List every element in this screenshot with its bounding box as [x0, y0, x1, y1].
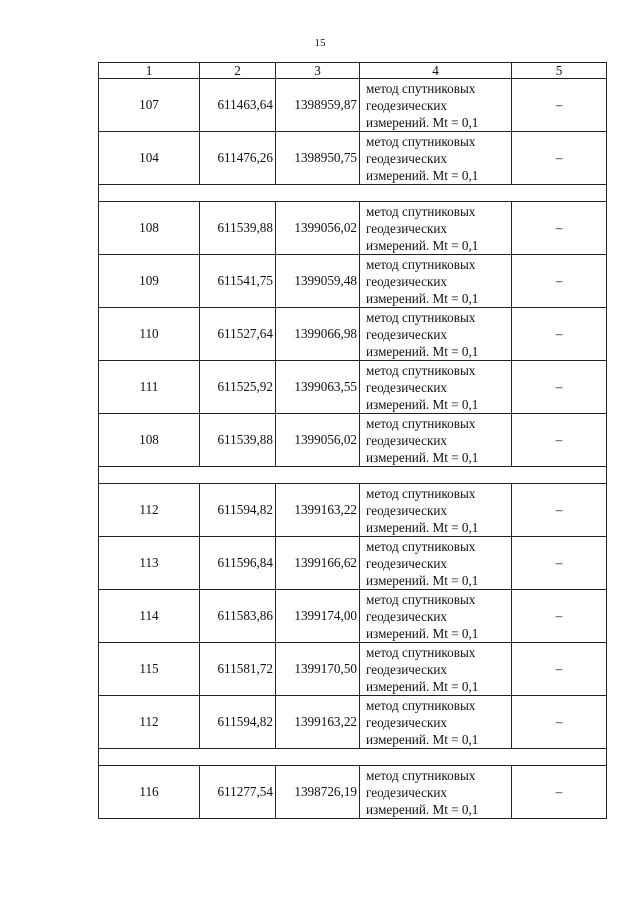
separator-cell	[99, 467, 607, 484]
y-coordinate-cell: 1399063,55	[276, 361, 360, 414]
point-number-cell: 108	[99, 202, 200, 255]
table-row	[99, 590, 607, 643]
group-separator-row	[99, 749, 607, 766]
y-coordinate-cell: 1399166,62	[276, 537, 360, 590]
method-line: геодезических	[366, 326, 448, 342]
method-line: геодезических	[366, 432, 448, 448]
note-cell: –	[512, 766, 607, 819]
header-cell-4: 4	[360, 63, 512, 79]
x-coordinate-cell: 611596,84	[200, 537, 276, 590]
point-number-cell: 111	[99, 361, 200, 414]
x-coordinate-cell: 611525,92	[200, 361, 276, 414]
method-line: геодезических	[366, 97, 448, 113]
y-coordinate-cell: 1398726,19	[276, 766, 360, 819]
method-cell	[360, 590, 512, 643]
method-line: измерений. Mt = 0,1	[366, 343, 479, 359]
table-row	[99, 308, 607, 361]
method-cell	[360, 79, 512, 132]
method-cell	[360, 696, 512, 749]
method-line: метод спутниковых	[366, 591, 476, 607]
method-line: измерений. Mt = 0,1	[366, 449, 479, 465]
separator-cell	[99, 749, 607, 766]
point-number-cell: 113	[99, 537, 200, 590]
point-number-cell: 109	[99, 255, 200, 308]
y-coordinate-cell: 1399066,98	[276, 308, 360, 361]
point-number-cell: 114	[99, 590, 200, 643]
method-line: измерений. Mt = 0,1	[366, 237, 479, 253]
method-line: измерений. Mt = 0,1	[366, 396, 479, 412]
table-row	[99, 537, 607, 590]
x-coordinate-cell: 611539,88	[200, 202, 276, 255]
method-line: измерений. Mt = 0,1	[366, 167, 479, 183]
table-row	[99, 643, 607, 696]
table-row	[99, 361, 607, 414]
x-coordinate-cell: 611594,82	[200, 484, 276, 537]
table-row	[99, 79, 607, 132]
y-coordinate-cell: 1399163,22	[276, 484, 360, 537]
x-coordinate-cell: 611463,64	[200, 79, 276, 132]
note-cell: –	[512, 308, 607, 361]
header-cell-3: 3	[276, 63, 360, 79]
method-line: измерений. Mt = 0,1	[366, 572, 479, 588]
note-cell: –	[512, 590, 607, 643]
table-row	[99, 202, 607, 255]
x-coordinate-cell: 611527,64	[200, 308, 276, 361]
method-line: измерений. Mt = 0,1	[366, 519, 479, 535]
method-line: метод спутниковых	[366, 644, 476, 660]
method-line: геодезических	[366, 502, 448, 518]
note-cell: –	[512, 414, 607, 467]
x-coordinate-cell: 611583,86	[200, 590, 276, 643]
method-line: метод спутниковых	[366, 767, 476, 783]
y-coordinate-cell: 1399056,02	[276, 414, 360, 467]
point-number-cell: 107	[99, 79, 200, 132]
note-cell: –	[512, 537, 607, 590]
header-cell-2: 2	[200, 63, 276, 79]
coordinates-table	[98, 62, 607, 819]
table-row	[99, 696, 607, 749]
table-row	[99, 766, 607, 819]
method-line: геодезических	[366, 220, 448, 236]
x-coordinate-cell: 611277,54	[200, 766, 276, 819]
method-line: измерений. Mt = 0,1	[366, 114, 479, 130]
note-cell: –	[512, 361, 607, 414]
method-cell	[360, 202, 512, 255]
group-separator-row	[99, 185, 607, 202]
note-cell: –	[512, 79, 607, 132]
method-line: измерений. Mt = 0,1	[366, 801, 479, 817]
method-line: метод спутниковых	[366, 697, 476, 713]
method-cell	[360, 537, 512, 590]
separator-cell	[99, 185, 607, 202]
point-number-cell: 116	[99, 766, 200, 819]
method-line: метод спутниковых	[366, 80, 476, 96]
method-line: геодезических	[366, 714, 448, 730]
method-cell	[360, 414, 512, 467]
point-number-cell: 115	[99, 643, 200, 696]
y-coordinate-cell: 1399174,00	[276, 590, 360, 643]
y-coordinate-cell: 1398959,87	[276, 79, 360, 132]
method-cell	[360, 308, 512, 361]
method-line: метод спутниковых	[366, 485, 476, 501]
point-number-cell: 108	[99, 414, 200, 467]
method-line: метод спутниковых	[366, 538, 476, 554]
x-coordinate-cell: 611476,26	[200, 132, 276, 185]
note-cell: –	[512, 696, 607, 749]
y-coordinate-cell: 1399059,48	[276, 255, 360, 308]
method-cell	[360, 766, 512, 819]
y-coordinate-cell: 1399163,22	[276, 696, 360, 749]
note-cell: –	[512, 202, 607, 255]
note-cell: –	[512, 255, 607, 308]
method-line: измерений. Mt = 0,1	[366, 678, 479, 694]
point-number-cell: 110	[99, 308, 200, 361]
x-coordinate-cell: 611594,82	[200, 696, 276, 749]
method-line: метод спутниковых	[366, 415, 476, 431]
x-coordinate-cell: 611581,72	[200, 643, 276, 696]
y-coordinate-cell: 1399170,50	[276, 643, 360, 696]
method-line: измерений. Mt = 0,1	[366, 290, 479, 306]
method-line: геодезических	[366, 273, 448, 289]
table-row	[99, 132, 607, 185]
header-cell-1: 1	[99, 63, 200, 79]
method-cell	[360, 643, 512, 696]
y-coordinate-cell: 1398950,75	[276, 132, 360, 185]
method-line: геодезических	[366, 784, 448, 800]
table-row	[99, 255, 607, 308]
note-cell: –	[512, 484, 607, 537]
note-cell: –	[512, 132, 607, 185]
x-coordinate-cell: 611541,75	[200, 255, 276, 308]
y-coordinate-cell: 1399056,02	[276, 202, 360, 255]
method-cell	[360, 361, 512, 414]
table-row	[99, 484, 607, 537]
group-separator-row	[99, 467, 607, 484]
x-coordinate-cell: 611539,88	[200, 414, 276, 467]
method-line: метод спутниковых	[366, 362, 476, 378]
method-line: метод спутниковых	[366, 256, 476, 272]
method-cell	[360, 132, 512, 185]
page-number: 15	[314, 37, 326, 49]
method-line: метод спутниковых	[366, 203, 476, 219]
point-number-cell: 104	[99, 132, 200, 185]
method-line: геодезических	[366, 379, 448, 395]
method-line: метод спутниковых	[366, 133, 476, 149]
method-line: измерений. Mt = 0,1	[366, 625, 479, 641]
note-cell: –	[512, 643, 607, 696]
method-line: геодезических	[366, 150, 448, 166]
table-row	[99, 414, 607, 467]
point-number-cell: 112	[99, 484, 200, 537]
method-cell	[360, 484, 512, 537]
method-line: геодезических	[366, 661, 448, 677]
header-row	[99, 63, 607, 79]
method-line: геодезических	[366, 555, 448, 571]
method-cell	[360, 255, 512, 308]
method-line: геодезических	[366, 608, 448, 624]
header-cell-5: 5	[512, 63, 607, 79]
method-line: метод спутниковых	[366, 309, 476, 325]
point-number-cell: 112	[99, 696, 200, 749]
method-line: измерений. Mt = 0,1	[366, 731, 479, 747]
